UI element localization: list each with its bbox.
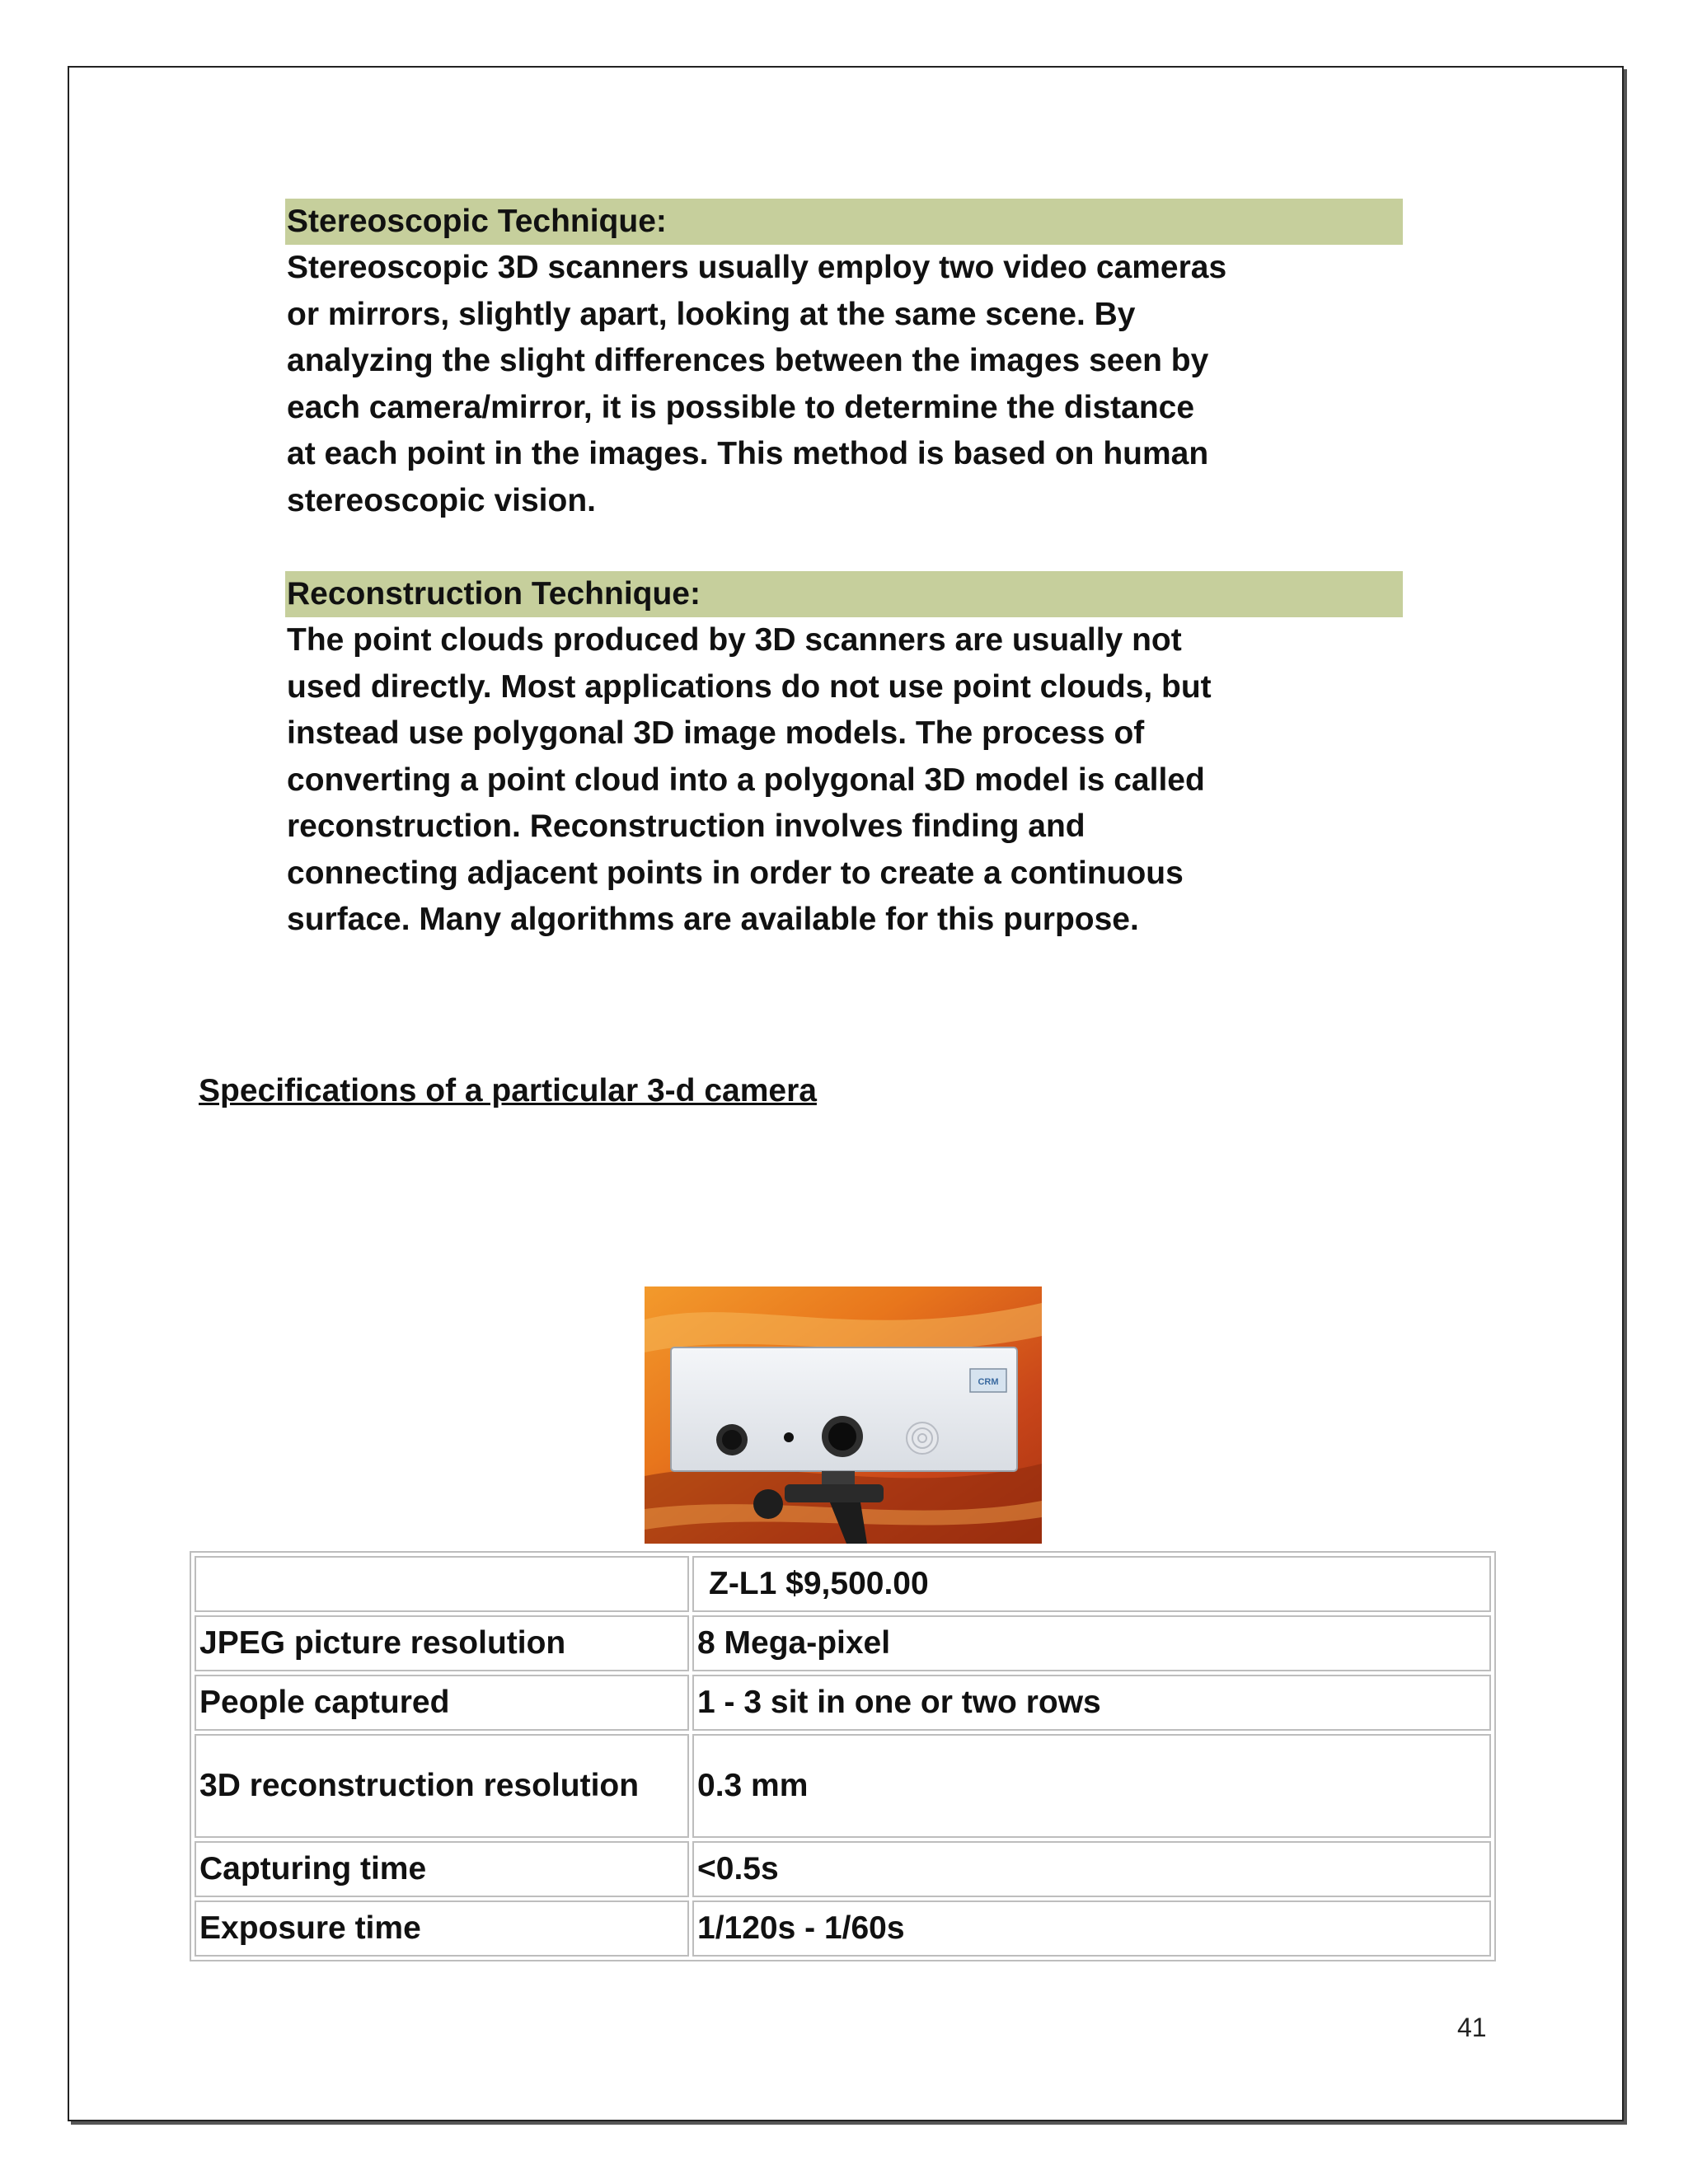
- spec-value: 1 - 3 sit in one or two rows: [692, 1675, 1491, 1731]
- body-line: analyzing the slight differences between the images seen by: [287, 343, 1209, 378]
- body-line: each camera/mirror, it is possible to determine the distance: [287, 389, 1195, 425]
- spec-label: 3D reconstruction resolution: [195, 1734, 689, 1838]
- body-line: or mirrors, slightly apart, looking at the same scene. By: [287, 296, 1136, 332]
- table-header-row: [195, 1556, 1491, 1612]
- reconstruction-body: [285, 617, 1403, 944]
- spec-value: 8 Mega-pixel: [692, 1615, 1491, 1671]
- spec-value: 0.3 mm: [692, 1734, 1491, 1838]
- body-line: stereoscopic vision.: [287, 482, 596, 518]
- camera-logo-text: CRM: [978, 1377, 999, 1387]
- body-line: The point clouds produced by 3D scanners are usually not: [287, 622, 1182, 658]
- body-line: Stereoscopic 3D scanners usually employ two video cameras: [287, 250, 1227, 285]
- spec-value: <0.5s: [692, 1841, 1491, 1897]
- body-line: reconstruction. Reconstruction involves finding and: [287, 808, 1085, 844]
- page-number: 41: [1457, 2013, 1487, 2042]
- spec-label: JPEG picture resolution: [195, 1615, 689, 1671]
- stereoscopic-body: [285, 245, 1403, 524]
- model-price-cell: Z-L1 $9,500.00: [692, 1556, 1491, 1612]
- spec-label: Exposure time: [195, 1900, 689, 1957]
- specifications-title: Specifications of a particular 3-d camera: [199, 1073, 817, 1108]
- table-cell: [195, 1556, 689, 1612]
- body-line: instead use polygonal 3D image models. The process of: [287, 715, 1145, 751]
- reconstruction-section: [285, 571, 1403, 944]
- stereoscopic-section: [285, 199, 1403, 524]
- body-line: surface. Many algorithms are available for this purpose.: [287, 902, 1139, 937]
- camera-photo: [645, 1286, 1042, 1544]
- body-line: used directly. Most applications do not use point clouds, but: [287, 668, 1212, 705]
- table-row: [195, 1841, 1491, 1897]
- body-line: connecting adjacent points in order to create a continuous: [287, 855, 1184, 891]
- spec-value: 1/120s - 1/60s: [692, 1900, 1491, 1957]
- specifications-table: [190, 1551, 1496, 1961]
- spec-label: People captured: [195, 1675, 689, 1731]
- table-row: [195, 1615, 1491, 1671]
- spec-label: Capturing time: [195, 1841, 689, 1897]
- stereoscopic-heading: Stereoscopic Technique:: [285, 199, 1403, 245]
- table-row: [195, 1675, 1491, 1731]
- body-line: at each point in the images. This method is based on human: [287, 436, 1209, 471]
- body-line: converting a point cloud into a polygonal 3D model is called: [287, 762, 1205, 798]
- table-row: [195, 1900, 1491, 1957]
- table-row: [195, 1734, 1491, 1838]
- reconstruction-heading: Reconstruction Technique:: [285, 571, 1403, 617]
